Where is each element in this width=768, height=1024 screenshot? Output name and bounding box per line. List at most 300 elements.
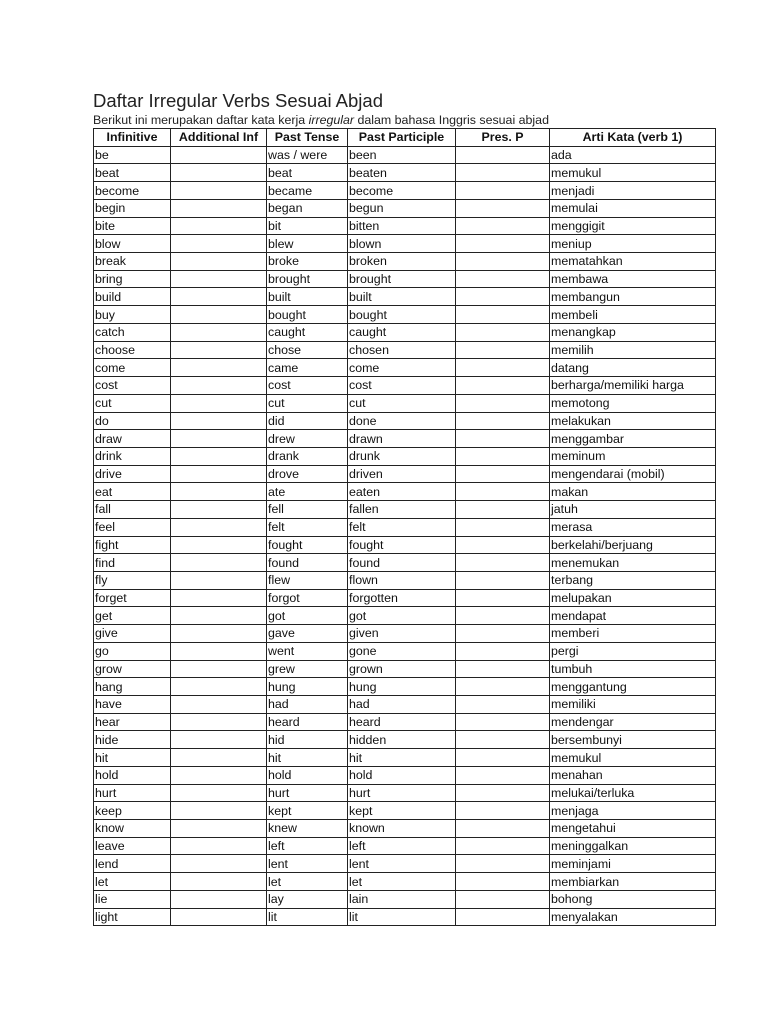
cell-additional-inf [171,253,267,271]
cell-past-tense: came [267,359,348,377]
cell-past-participle: found [348,554,456,572]
cell-infinitive: light [94,908,171,926]
table-row [94,554,716,572]
cell-past-participle: drawn [348,430,456,448]
cell-past-participle: beaten [348,164,456,182]
cell-infinitive: blow [94,235,171,253]
cell-past-participle: bought [348,306,456,324]
cell-pres-p [456,270,550,288]
cell-pres-p [456,536,550,554]
table-row [94,182,716,200]
cell-arti-kata: meninggalkan [550,837,716,855]
cell-infinitive: get [94,607,171,625]
cell-past-tense: hold [267,766,348,784]
cell-arti-kata: menangkap [550,323,716,341]
cell-additional-inf [171,820,267,838]
cell-past-tense: gave [267,625,348,643]
cell-additional-inf [171,837,267,855]
cell-past-participle: cost [348,377,456,395]
cell-pres-p [456,660,550,678]
cell-pres-p [456,784,550,802]
cell-infinitive: cost [94,377,171,395]
cell-past-tense: brought [267,270,348,288]
cell-additional-inf [171,518,267,536]
cell-additional-inf [171,430,267,448]
table-row [94,483,716,501]
cell-additional-inf [171,589,267,607]
cell-pres-p [456,146,550,164]
cell-past-participle: been [348,146,456,164]
cell-pres-p [456,642,550,660]
table-row [94,625,716,643]
cell-arti-kata: memberi [550,625,716,643]
cell-infinitive: eat [94,483,171,501]
table-row [94,341,716,359]
table-row [94,199,716,217]
subtitle-emphasis: irregular [308,113,355,127]
cell-infinitive: leave [94,837,171,855]
table-row [94,820,716,838]
cell-additional-inf [171,394,267,412]
cell-arti-kata: berharga/memiliki harga [550,377,716,395]
cell-pres-p [456,341,550,359]
irregular-verbs-table [93,128,716,926]
cell-past-tense: lent [267,855,348,873]
cell-past-tense: beat [267,164,348,182]
cell-past-participle: gone [348,642,456,660]
cell-past-tense: drove [267,465,348,483]
cell-additional-inf [171,377,267,395]
cell-past-participle: lent [348,855,456,873]
cell-pres-p [456,217,550,235]
cell-past-tense: forgot [267,589,348,607]
cell-past-tense: flew [267,571,348,589]
table-row [94,607,716,625]
cell-past-participle: left [348,837,456,855]
cell-past-tense: became [267,182,348,200]
cell-infinitive: begin [94,199,171,217]
subtitle-text-start: Berikut ini merupakan daftar kata kerja [93,113,309,127]
cell-past-tense: heard [267,713,348,731]
table-row [94,323,716,341]
cell-arti-kata: melakukan [550,412,716,430]
cell-pres-p [456,890,550,908]
table-row [94,678,716,696]
document-title: Daftar Irregular Verbs Sesuai Abjad [93,90,383,111]
cell-pres-p [456,908,550,926]
cell-arti-kata: menjadi [550,182,716,200]
cell-past-tense: drank [267,447,348,465]
cell-additional-inf [171,199,267,217]
cell-past-participle: bitten [348,217,456,235]
cell-infinitive: give [94,625,171,643]
header-infinitive: Infinitive [94,129,171,147]
cell-arti-kata: makan [550,483,716,501]
cell-additional-inf [171,235,267,253]
cell-infinitive: do [94,412,171,430]
cell-arti-kata: membeli [550,306,716,324]
cell-pres-p [456,359,550,377]
cell-additional-inf [171,678,267,696]
cell-past-tense: went [267,642,348,660]
table-row [94,713,716,731]
cell-past-participle: lit [348,908,456,926]
table-row [94,394,716,412]
cell-past-participle: done [348,412,456,430]
cell-arti-kata: menggambar [550,430,716,448]
table-row [94,430,716,448]
header-pres-p: Pres. P [456,129,550,147]
cell-arti-kata: menjaga [550,802,716,820]
cell-additional-inf [171,908,267,926]
cell-arti-kata: meminum [550,447,716,465]
cell-arti-kata: bohong [550,890,716,908]
cell-infinitive: be [94,146,171,164]
cell-past-tense: hurt [267,784,348,802]
cell-infinitive: have [94,696,171,714]
cell-arti-kata: memukul [550,164,716,182]
cell-infinitive: feel [94,518,171,536]
cell-additional-inf [171,217,267,235]
cell-arti-kata: menemukan [550,554,716,572]
cell-additional-inf [171,341,267,359]
table-row [94,696,716,714]
cell-arti-kata: membawa [550,270,716,288]
cell-pres-p [456,749,550,767]
cell-past-tense: lit [267,908,348,926]
cell-past-participle: driven [348,465,456,483]
cell-past-tense: kept [267,802,348,820]
cell-infinitive: grow [94,660,171,678]
cell-additional-inf [171,696,267,714]
cell-additional-inf [171,642,267,660]
table-row [94,377,716,395]
table-row [94,766,716,784]
cell-past-tense: hit [267,749,348,767]
cell-past-participle: eaten [348,483,456,501]
cell-additional-inf [171,855,267,873]
cell-pres-p [456,820,550,838]
cell-infinitive: come [94,359,171,377]
cell-arti-kata: meminjami [550,855,716,873]
cell-past-participle: hold [348,766,456,784]
table-row [94,855,716,873]
cell-infinitive: bite [94,217,171,235]
table-row [94,571,716,589]
cell-additional-inf [171,412,267,430]
cell-additional-inf [171,288,267,306]
table-row [94,837,716,855]
cell-infinitive: fly [94,571,171,589]
cell-past-participle: chosen [348,341,456,359]
cell-additional-inf [171,554,267,572]
cell-pres-p [456,164,550,182]
cell-infinitive: lie [94,890,171,908]
cell-arti-kata: tumbuh [550,660,716,678]
cell-past-participle: lain [348,890,456,908]
cell-additional-inf [171,784,267,802]
cell-past-tense: had [267,696,348,714]
cell-past-tense: fell [267,501,348,519]
cell-pres-p [456,394,550,412]
cell-infinitive: break [94,253,171,271]
cell-past-participle: broken [348,253,456,271]
table-row [94,501,716,519]
cell-past-tense: felt [267,518,348,536]
cell-arti-kata: bersembunyi [550,731,716,749]
cell-past-tense: got [267,607,348,625]
cell-past-tense: blew [267,235,348,253]
cell-pres-p [456,713,550,731]
cell-additional-inf [171,465,267,483]
cell-additional-inf [171,306,267,324]
cell-past-participle: got [348,607,456,625]
cell-past-participle: drunk [348,447,456,465]
table-row [94,217,716,235]
cell-past-tense: hung [267,678,348,696]
cell-pres-p [456,855,550,873]
cell-infinitive: fall [94,501,171,519]
cell-pres-p [456,607,550,625]
table-row [94,465,716,483]
cell-arti-kata: datang [550,359,716,377]
cell-additional-inf [171,359,267,377]
cell-pres-p [456,306,550,324]
cell-pres-p [456,288,550,306]
cell-arti-kata: pergi [550,642,716,660]
cell-past-tense: left [267,837,348,855]
cell-infinitive: cut [94,394,171,412]
cell-past-tense: cost [267,377,348,395]
cell-infinitive: bring [94,270,171,288]
cell-infinitive: hang [94,678,171,696]
cell-pres-p [456,731,550,749]
cell-pres-p [456,501,550,519]
cell-arti-kata: memukul [550,749,716,767]
table-row [94,359,716,377]
cell-infinitive: hear [94,713,171,731]
cell-past-participle: hurt [348,784,456,802]
cell-past-tense: drew [267,430,348,448]
cell-additional-inf [171,323,267,341]
cell-past-participle: known [348,820,456,838]
cell-past-tense: broke [267,253,348,271]
cell-arti-kata: menahan [550,766,716,784]
cell-past-tense: began [267,199,348,217]
cell-pres-p [456,182,550,200]
table-row [94,589,716,607]
table-row [94,235,716,253]
cell-arti-kata: memilih [550,341,716,359]
cell-arti-kata: mengendarai (mobil) [550,465,716,483]
cell-additional-inf [171,501,267,519]
cell-arti-kata: memulai [550,199,716,217]
cell-infinitive: forget [94,589,171,607]
cell-past-tense: bit [267,217,348,235]
cell-past-tense: knew [267,820,348,838]
cell-additional-inf [171,766,267,784]
cell-pres-p [456,323,550,341]
cell-infinitive: draw [94,430,171,448]
cell-past-participle: built [348,288,456,306]
cell-pres-p [456,430,550,448]
cell-infinitive: hit [94,749,171,767]
cell-past-participle: caught [348,323,456,341]
cell-past-tense: chose [267,341,348,359]
cell-additional-inf [171,660,267,678]
cell-additional-inf [171,802,267,820]
table-row [94,536,716,554]
cell-past-participle: brought [348,270,456,288]
cell-infinitive: lend [94,855,171,873]
cell-infinitive: hold [94,766,171,784]
cell-additional-inf [171,536,267,554]
cell-additional-inf [171,483,267,501]
cell-past-participle: let [348,873,456,891]
cell-past-participle: blown [348,235,456,253]
cell-arti-kata: menggantung [550,678,716,696]
cell-past-tense: was / were [267,146,348,164]
cell-arti-kata: melukai/terluka [550,784,716,802]
table-row [94,146,716,164]
table-row [94,749,716,767]
cell-pres-p [456,589,550,607]
cell-arti-kata: mendengar [550,713,716,731]
cell-arti-kata: memotong [550,394,716,412]
cell-past-participle: flown [348,571,456,589]
cell-arti-kata: memiliki [550,696,716,714]
cell-arti-kata: meniup [550,235,716,253]
cell-past-participle: begun [348,199,456,217]
cell-pres-p [456,518,550,536]
cell-arti-kata: ada [550,146,716,164]
cell-arti-kata: mematahkan [550,253,716,271]
cell-pres-p [456,465,550,483]
header-past-tense: Past Tense [267,129,348,147]
cell-past-participle: had [348,696,456,714]
cell-past-participle: cut [348,394,456,412]
cell-additional-inf [171,182,267,200]
cell-pres-p [456,625,550,643]
cell-past-tense: caught [267,323,348,341]
cell-additional-inf [171,164,267,182]
header-arti-kata: Arti Kata (verb 1) [550,129,716,147]
table-row [94,164,716,182]
table-row [94,802,716,820]
cell-past-participle: come [348,359,456,377]
cell-infinitive: hurt [94,784,171,802]
cell-past-participle: kept [348,802,456,820]
table-row [94,306,716,324]
cell-infinitive: drive [94,465,171,483]
cell-past-tense: cut [267,394,348,412]
cell-arti-kata: mengetahui [550,820,716,838]
cell-pres-p [456,571,550,589]
cell-pres-p [456,696,550,714]
cell-additional-inf [171,625,267,643]
table-body [94,146,716,926]
cell-pres-p [456,678,550,696]
cell-pres-p [456,802,550,820]
cell-pres-p [456,766,550,784]
cell-past-participle: fallen [348,501,456,519]
cell-additional-inf [171,713,267,731]
cell-additional-inf [171,571,267,589]
document-subtitle [93,112,549,128]
cell-arti-kata: membiarkan [550,873,716,891]
cell-additional-inf [171,731,267,749]
cell-pres-p [456,447,550,465]
table-row [94,253,716,271]
cell-infinitive: go [94,642,171,660]
cell-pres-p [456,412,550,430]
cell-past-tense: let [267,873,348,891]
cell-past-participle: given [348,625,456,643]
cell-arti-kata: melupakan [550,589,716,607]
cell-infinitive: let [94,873,171,891]
cell-infinitive: know [94,820,171,838]
cell-additional-inf [171,607,267,625]
table-row [94,642,716,660]
cell-pres-p [456,235,550,253]
cell-pres-p [456,873,550,891]
cell-additional-inf [171,890,267,908]
cell-additional-inf [171,873,267,891]
cell-pres-p [456,377,550,395]
cell-arti-kata: jatuh [550,501,716,519]
cell-infinitive: choose [94,341,171,359]
cell-arti-kata: membangun [550,288,716,306]
cell-infinitive: catch [94,323,171,341]
table-row [94,288,716,306]
cell-pres-p [456,554,550,572]
cell-pres-p [456,837,550,855]
table-row [94,660,716,678]
cell-arti-kata: merasa [550,518,716,536]
cell-arti-kata: mendapat [550,607,716,625]
table-row [94,412,716,430]
table-row [94,890,716,908]
cell-infinitive: build [94,288,171,306]
cell-additional-inf [171,270,267,288]
cell-arti-kata: menyalakan [550,908,716,926]
cell-past-participle: hung [348,678,456,696]
cell-infinitive: become [94,182,171,200]
table-row [94,908,716,926]
header-past-participle: Past Participle [348,129,456,147]
cell-infinitive: find [94,554,171,572]
cell-pres-p [456,483,550,501]
cell-past-participle: become [348,182,456,200]
cell-past-tense: bought [267,306,348,324]
cell-pres-p [456,199,550,217]
header-additional-inf: Additional Inf [171,129,267,147]
cell-past-tense: fought [267,536,348,554]
cell-additional-inf [171,447,267,465]
cell-infinitive: keep [94,802,171,820]
table-header-row [94,129,716,147]
cell-infinitive: drink [94,447,171,465]
cell-past-participle: felt [348,518,456,536]
cell-past-tense: ate [267,483,348,501]
subtitle-text-end: dalam bahasa Inggris sesuai abjad [354,113,549,127]
cell-past-participle: forgotten [348,589,456,607]
cell-past-tense: hid [267,731,348,749]
cell-past-participle: hit [348,749,456,767]
cell-past-participle: grown [348,660,456,678]
table-row [94,873,716,891]
cell-pres-p [456,253,550,271]
